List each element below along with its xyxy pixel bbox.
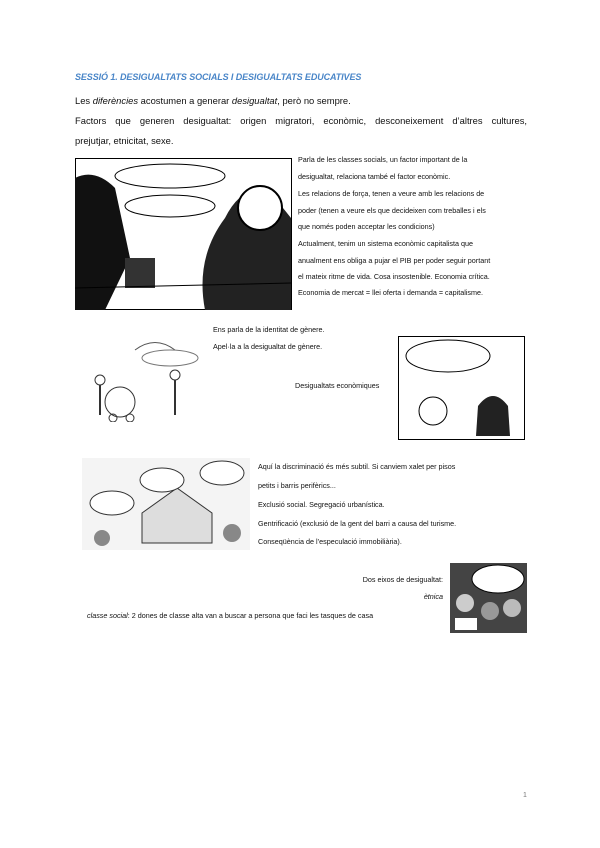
- text: Les: [75, 95, 93, 106]
- class-line: [87, 611, 373, 620]
- text-italic: diferències: [92, 95, 139, 106]
- text-line: Ens parla de la identitat de gènere.: [213, 325, 325, 334]
- axes-heading: Dos eixos de desigualtat:: [362, 575, 443, 584]
- page-title: SESSIÓ 1. DESIGUALTATS SOCIALS I DESIGUALTATS EDUCATIVES: [75, 72, 362, 82]
- text-line: que només poden acceptar les condicions): [298, 222, 435, 231]
- text-line: Apel·la a la desigualtat de gènere.: [213, 342, 323, 351]
- text-line: Gentrificació (exclusió de la gent del barri a causa del turisme.: [258, 519, 457, 528]
- text-italic: classe social: [87, 611, 128, 620]
- ethnic-label: ètnica: [423, 592, 443, 601]
- text-line: el mateix ritme de vida. Cosa insostenible. Economia crítica.: [298, 272, 490, 281]
- text-line: Actualment, tenim un sistema econòmic capitalista que: [298, 239, 473, 248]
- text: , però no sempre.: [277, 95, 351, 106]
- page-number: 1: [523, 792, 527, 799]
- text: acostumen a generar: [138, 95, 232, 106]
- text-line: anualment ens obliga a pujar el PIB per poder seguir portant: [298, 256, 491, 265]
- text-line: Conseqüència de l’especulació immobiliària).: [258, 537, 402, 546]
- intro-line-2: Factors que generen desigualtat: origen migratori, econòmic, desconeixement d’altres cultures,: [75, 115, 527, 126]
- text-line: Aquí la discriminació és més subtil. Si canviem xalet per pisos: [258, 462, 456, 471]
- cartoon-urban-exclusion: [82, 458, 250, 550]
- intro-line-1: [75, 95, 351, 106]
- text-line: Les relacions de força, tenen a veure amb les relacions de: [298, 189, 485, 198]
- text-line: poder (tenen a veure els que decideixen com treballes i els: [298, 206, 486, 215]
- cartoon-economic: [398, 336, 525, 440]
- economic-label: Desigualtats econòmiques: [295, 381, 380, 390]
- text-line: petits i barris perifèrics...: [258, 481, 336, 490]
- cartoon-gender: [75, 330, 205, 422]
- text: : 2 dones de classe alta van a buscar a persona que faci les tasques de casa: [127, 611, 374, 620]
- cartoon-card-players: [75, 158, 292, 310]
- text-line: Exclusió social. Segregació urbanística.: [258, 500, 385, 509]
- text-line: desigualtat, relaciona també el factor econòmic.: [298, 172, 451, 181]
- text-line: Economia de mercat = llei oferta i demanda = capitalisme.: [298, 288, 483, 297]
- cartoon-protest: [450, 563, 527, 633]
- intro-line-3: prejutjar, etnicitat, sexe.: [75, 135, 174, 146]
- text-italic: desigualtat: [231, 95, 278, 106]
- text-line: Parla de les classes socials, un factor important de la: [298, 155, 468, 164]
